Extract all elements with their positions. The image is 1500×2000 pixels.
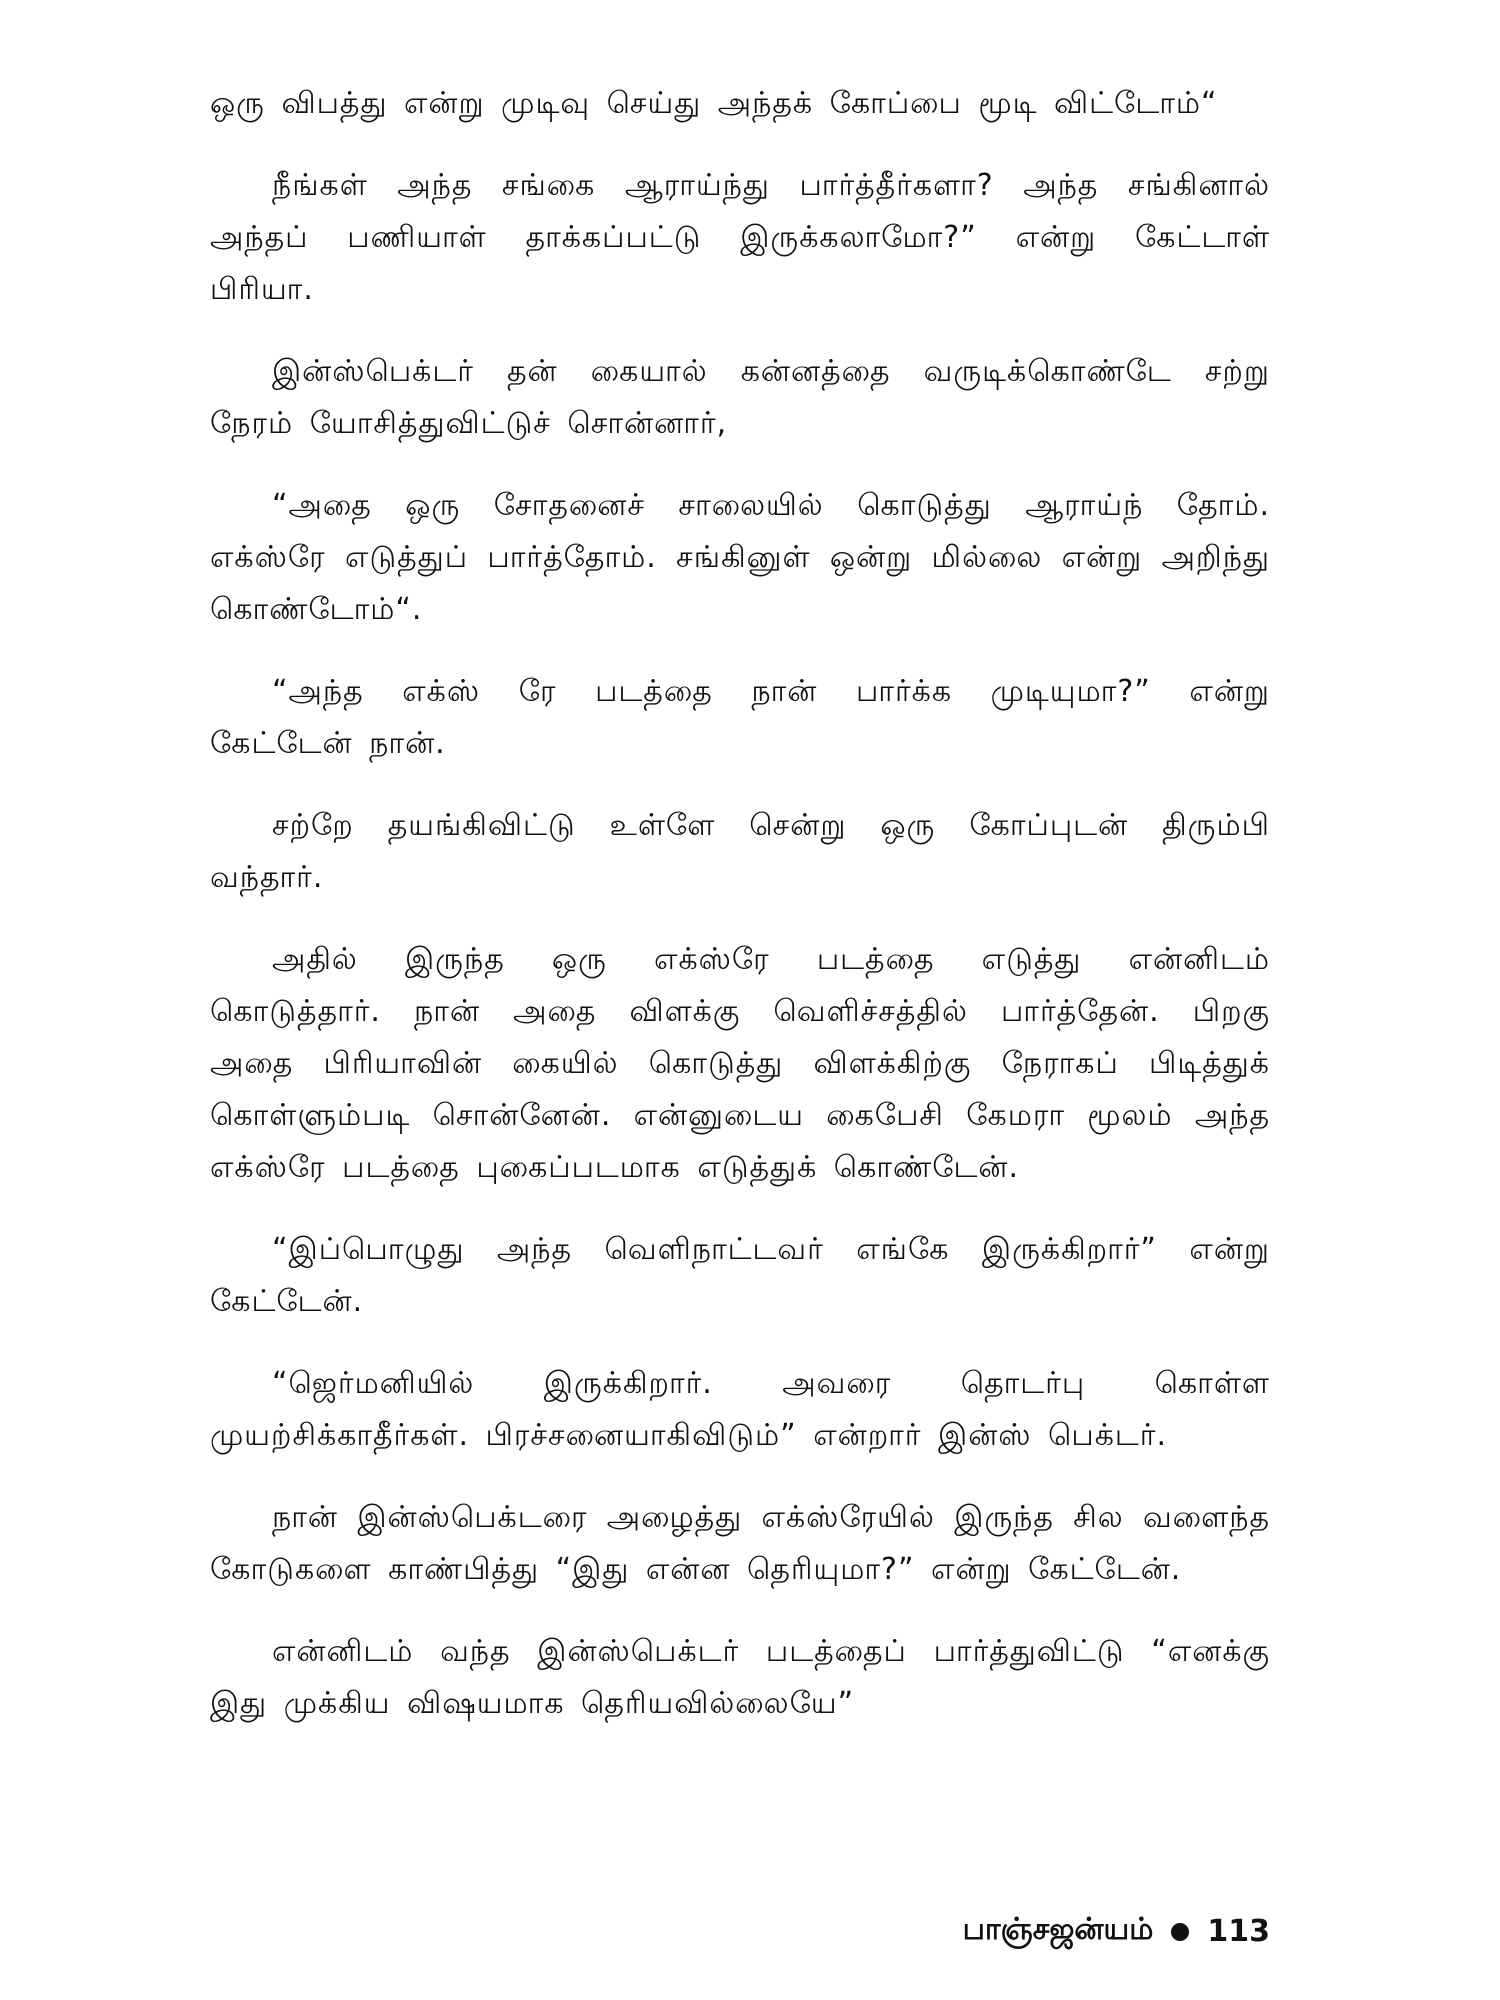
paragraph-3: இன்ஸ்பெக்டர் தன் கையால் கன்னத்தை வருடிக்கொண்டே சற்று நேரம் யோசித்துவிட்டுச் சொன்னார், — [210, 354, 1270, 441]
paragraph-11: என்னிடம் வந்த இன்ஸ்பெக்டர் படத்தைப் பார்த்துவிட்டு “எனக்கு இது முக்கிய விஷயமாக தெரியவில்லையே” — [210, 1634, 1270, 1721]
paragraph-4: “அதை ஒரு சோதனைச் சாலையில் கொடுத்து ஆராய்ந் தோம். எக்ஸ்ரே எடுத்துப் பார்த்தோம். சங்கினுள் ஒன்று மில்லை என்று அறிந்து கொண்டோம்“. — [210, 488, 1270, 627]
paragraph-5: “அந்த எக்ஸ் ரே படத்தை நான் பார்க்க முடியுமா?” என்று கேட்டேன் நான். — [210, 674, 1270, 761]
paragraph-10: நான் இன்ஸ்பெக்டரை அழைத்து எக்ஸ்ரேயில் இருந்த சில வளைந்த கோடுகளை காண்பித்து “இது என்ன தெரியுமா?” என்று கேட்டேன். — [210, 1500, 1270, 1587]
paragraph-8: “இப்பொழுது அந்த வெளிநாட்டவர் எங்கே இருக்கிறார்” என்று கேட்டேன். — [210, 1232, 1270, 1319]
body-text — [210, 78, 1270, 1760]
paragraph-2: நீங்கள் அந்த சங்கை ஆராய்ந்து பார்த்தீர்களா? அந்த சங்கினால் அந்தப் பணியாள் தாக்கப்பட்டு இருக்கலாமோ?” என்று கேட்டாள் பிரியா. — [210, 168, 1270, 307]
paragraph-7: அதில் இருந்த ஒரு எக்ஸ்ரே படத்தை எடுத்து என்னிடம் கொடுத்தார். நான் அதை விளக்கு வெளிச்சத்தில் பார்த்தேன். பிறகு அதை பிரியாவின் கையில் கொடுத்து விளக்கிற்கு நேராகப் பிடித்துக் கொள்ளும்படி சொன்னேன். என்னுடைய கைபேசி கேமரா மூலம் அந்த எக்ஸ்ரே படத்தை புகைப்படமாக எடுத்துக் கொண்டேன். — [210, 942, 1270, 1185]
book-title: பாஞ்சஜன்யம் — [962, 1912, 1154, 1947]
paragraph-9: “ஜெர்மனியில் இருக்கிறார். அவரை தொடர்பு கொள்ள முயற்சிக்காதீர்கள். பிரச்சனையாகிவிடும்” என்றார் இன்ஸ் பெக்டர். — [210, 1366, 1270, 1453]
page-footer — [963, 1912, 1270, 1951]
bullet-dot-icon — [1171, 1923, 1189, 1941]
paragraph-1: ஒரு விபத்து என்று முடிவு செய்து அந்தக் கோப்பை மூடி விட்டோம்“ — [210, 86, 1218, 121]
paragraph-6: சற்றே தயங்கிவிட்டு உள்ளே சென்று ஒரு கோப்புடன் திரும்பி வந்தார். — [210, 808, 1270, 895]
page-number: 113 — [1207, 1914, 1270, 1949]
